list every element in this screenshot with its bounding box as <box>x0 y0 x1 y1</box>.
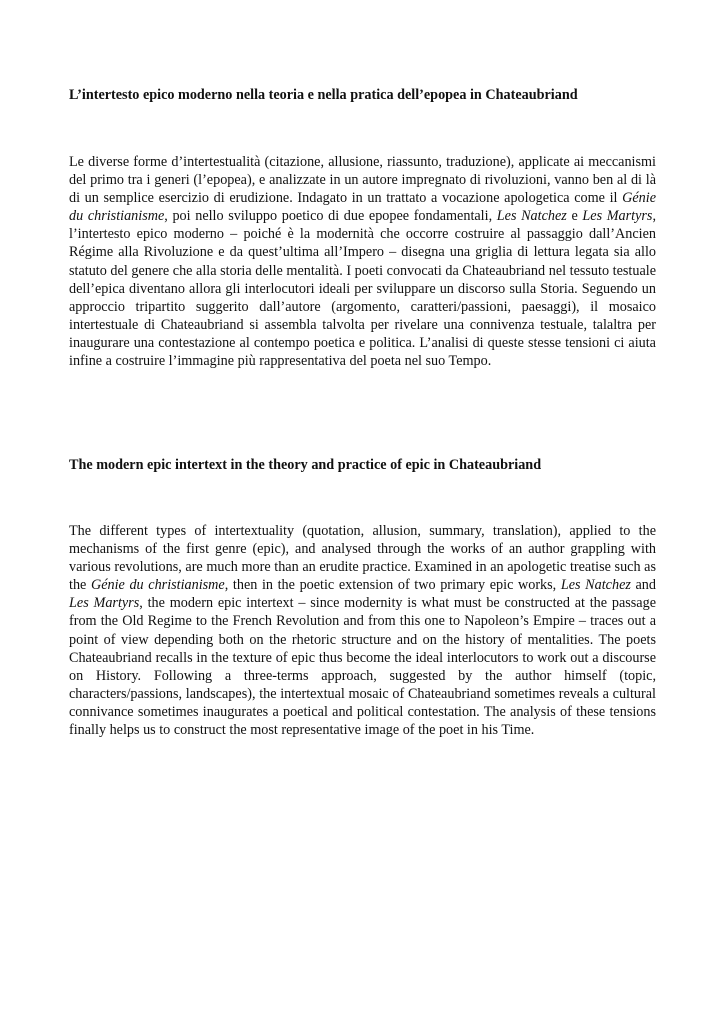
italian-abstract <box>69 153 656 370</box>
english-italic-run: Génie du christianisme <box>90 577 225 594</box>
italian-italic-run: Les Natchez <box>496 208 567 225</box>
italian-title-block <box>69 86 656 104</box>
italian-italic-run: Les Martyrs <box>582 208 653 225</box>
english-title: The modern epic intertext in the theory and practice of epic in Chateaubriand <box>69 457 542 473</box>
english-text-run: and <box>630 577 656 594</box>
english-abstract <box>69 522 656 739</box>
italian-text-run: Le diverse forme d’intertestualità (citazione, allusione, riassunto, traduzione), applicate ai meccanismi del primo tra i generi (l’epopea), e analizzate in un autore impregnato di rivoluzioni, vanno ben al di là di un semplice esercizio di erudizione. Indagato in un trattato a vocazione apologetica come il <box>69 154 656 207</box>
english-text-run: , then in the poetic extension of two primary epic works, <box>224 577 561 594</box>
italian-italic-run: Génie du christianisme <box>69 190 656 225</box>
english-title-block <box>69 456 656 474</box>
english-italic-run: Les Natchez <box>560 577 631 594</box>
italian-text-run: e <box>566 208 583 225</box>
english-text-run: , the modern epic intertext – since modernity is what must be constructed at the passage from the Old Regime to the French Revolution and from this one to Napoleon’s Empire – traces out a point of view depending both on the rhetoric structure and on the history of mentalities. The poets Chateaubriand recalls in the texture of epic thus become the ideal interlocutors to work out a discourse on History. Following a three-terms approach, suggested by the author himself (topic, characters/passions, landscapes), the intertextual mosaic of Chateaubriand sometimes reveals a cultural connivance sometimes inaugurates a poetical and political contestation. The analysis of these tensions finally helps us to construct the most representative image of the poet in his Time. <box>69 595 656 739</box>
english-abstract-block <box>69 522 656 739</box>
italian-text-run: , l’intertesto epico moderno – poiché è la modernità che occorre costruire al passaggio dall’Ancien Régime alla Rivoluzione e da quest’ultima all’Impero – disegna una griglia di lettura legata sia allo statuto del genere che alla storia delle mentalità. I poeti convocati da Chateaubriand nel tessuto testuale dell’epica diventano allora gli interlocutori ideali per sviluppare un discorso sulla Storia. Seguendo un approccio tripartito suggerito dall’autore (argomento, caratteri/passioni, paesaggi), il mosaico intertestuale di Chateaubriand si assembla talvolta per rivelare una connivenza testuale, talaltra per inaugurare una contestazione al contempo poetica e politica. L’analisi di queste stesse tensioni ci aiuta infine a costruire l’immagine più rappresentativa del poeta nel suo Tempo. <box>69 208 656 370</box>
italian-abstract-block <box>69 153 656 370</box>
italian-title: L’intertesto epico moderno nella teoria e nella pratica dell’epopea in Chateaubriand <box>69 87 578 103</box>
english-italic-run: Les Martyrs <box>69 595 140 612</box>
english-text-run: The different types of intertextuality (quotation, allusion, summary, translation), applied to the mechanisms of the first genre (epic), and analysed through the works of an author grappling with various revolutions, are much more than an erudite practice. Examined in an apologetic treatise such as the <box>69 523 656 594</box>
italian-text-run: , poi nello sviluppo poetico di due epopee fondamentali, <box>164 208 497 225</box>
